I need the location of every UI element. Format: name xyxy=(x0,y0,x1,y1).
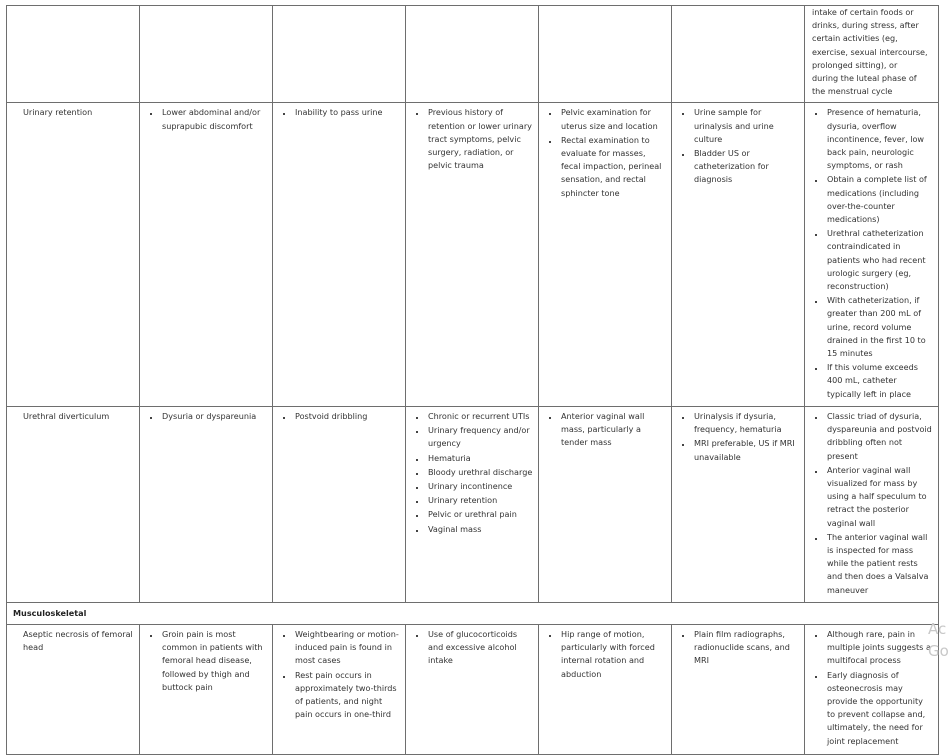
section-header: Musculoskeletal xyxy=(7,602,939,624)
fragment-line: during the luteal phase of xyxy=(812,73,917,84)
list-item: ▪ Plain film radiographs, radionuclide scans, and MRI xyxy=(692,628,799,668)
list-item: ▪ Dysuria or dyspareunia xyxy=(160,410,267,423)
list-item: ▪ Anterior vaginal wall visualized for mass by using a half speculum to retract the posterior vaginal wall xyxy=(825,464,933,530)
cell xyxy=(273,6,406,103)
list-item: ▪ Urinary retention xyxy=(426,494,533,507)
continuation-cell xyxy=(805,6,939,103)
table-row xyxy=(7,624,939,754)
clinical-table xyxy=(6,5,939,755)
list-item: ▪ Previous history of retention or lower urinary tract symptoms, pelvic surgery, radiation, or pelvic trauma xyxy=(426,106,533,172)
list-item: ▪ Although rare, pain in multiple joints suggests a multifocal process xyxy=(825,628,933,668)
list-item: ▪ Presence of hematuria, dysuria, overflow incontinence, fever, low back pain, neurologic symptoms, or rash xyxy=(825,106,933,172)
list-item: ▪ Postvoid dribbling xyxy=(293,410,400,423)
cell xyxy=(140,103,273,406)
list-item: ▪ Early diagnosis of osteonecrosis may provide the opportunity to prevent collapse and, ultimately, the need for joint replacement xyxy=(825,669,933,748)
cell xyxy=(805,103,939,406)
cell xyxy=(672,6,805,103)
fragment-line: exercise, sexual intercourse, xyxy=(812,46,928,57)
watermark-line: Ac xyxy=(928,620,947,638)
section-row xyxy=(7,602,939,624)
list-item: ▪ Use of glucocorticoids and excessive alcohol intake xyxy=(426,628,533,668)
cell xyxy=(7,6,140,103)
list-item: ▪ Hematuria xyxy=(426,452,533,465)
list-item: ▪ Bladder US or catheterization for diagnosis xyxy=(692,147,799,187)
list-item: ▪ Vaginal mass xyxy=(426,523,533,536)
cell xyxy=(805,624,939,754)
list-item: ▪ Inability to pass urine xyxy=(293,106,400,119)
table-row xyxy=(7,406,939,602)
fragment-line: intake of certain foods or xyxy=(812,7,914,17)
cell xyxy=(539,103,672,406)
list-item: ▪ If this volume exceeds 400 mL, catheter typically left in place xyxy=(825,361,933,401)
cell xyxy=(140,624,273,754)
cell xyxy=(273,624,406,754)
condition-cell: Urinary retention xyxy=(7,103,140,406)
list-item: ▪ Urinary incontinence xyxy=(426,480,533,493)
list-item: ▪ Chronic or recurrent UTIs xyxy=(426,410,533,423)
table-row xyxy=(7,103,939,406)
list-item: ▪ MRI preferable, US if MRI unavailable xyxy=(692,437,799,463)
cell xyxy=(140,406,273,602)
list-item: ▪ Classic triad of dysuria, dyspareunia and postvoid dribbling often not present xyxy=(825,410,933,463)
cell xyxy=(406,624,539,754)
cell xyxy=(672,624,805,754)
list-item: ▪ Urethral catheterization contraindicated in patients who had recent urologic surgery (eg, reconstruction) xyxy=(825,227,933,293)
list-item: ▪ Urinalysis if dysuria, frequency, hematuria xyxy=(692,410,799,436)
list-item: ▪ Hip range of motion, particularly with forced internal rotation and abduction xyxy=(559,628,666,681)
continuation-row xyxy=(7,6,939,103)
list-item: ▪ Pelvic examination for uterus size and location xyxy=(559,106,666,132)
fragment-line: the menstrual cycle xyxy=(812,86,893,97)
fragment-line: drinks, during stress, after xyxy=(812,20,919,31)
list-item: ▪ Urinary frequency and/or urgency xyxy=(426,424,533,450)
cell xyxy=(672,406,805,602)
cell xyxy=(539,6,672,103)
cell xyxy=(406,103,539,406)
fragment-line: prolonged sitting), or xyxy=(812,59,898,70)
list-item: ▪ Bloody urethral discharge xyxy=(426,466,533,479)
cell xyxy=(406,6,539,103)
cell xyxy=(805,406,939,602)
list-item: ▪ Obtain a complete list of medications (including over-the-counter medications) xyxy=(825,173,933,226)
list-item: ▪ Anterior vaginal wall mass, particularly a tender mass xyxy=(559,410,666,450)
activation-watermark xyxy=(928,618,950,662)
fragment-line: certain activities (eg, xyxy=(812,33,898,44)
cell xyxy=(672,103,805,406)
cell xyxy=(539,406,672,602)
cell xyxy=(539,624,672,754)
list-item: ▪ Groin pain is most common in patients with femoral head disease, followed by thigh and buttock pain xyxy=(160,628,267,694)
cell xyxy=(273,103,406,406)
watermark-line: Go xyxy=(928,642,949,660)
condition-cell: Aseptic necrosis of femoral head xyxy=(7,624,140,754)
list-item: ▪ Rectal examination to evaluate for masses, fecal impaction, perineal sensation, and rectal sphincter tone xyxy=(559,134,666,200)
list-item: ▪ Lower abdominal and/or suprapubic discomfort xyxy=(160,106,267,132)
cell xyxy=(140,6,273,103)
list-item: ▪ Weightbearing or motion-induced pain is found in most cases xyxy=(293,628,400,668)
list-item: ▪ The anterior vaginal wall is inspected for mass while the patient rests and then does a Valsalva maneuver xyxy=(825,531,933,597)
list-item: ▪ Urine sample for urinalysis and urine culture xyxy=(692,106,799,146)
cell xyxy=(273,406,406,602)
list-item: ▪ With catheterization, if greater than 200 mL of urine, record volume drained in the first 10 to 15 minutes xyxy=(825,294,933,360)
cell xyxy=(406,406,539,602)
condition-cell: Urethral diverticulum xyxy=(7,406,140,602)
list-item: ▪ Pelvic or urethral pain xyxy=(426,508,533,521)
list-item: ▪ Rest pain occurs in approximately two-thirds of patients, and night pain occurs in one-third xyxy=(293,669,400,722)
